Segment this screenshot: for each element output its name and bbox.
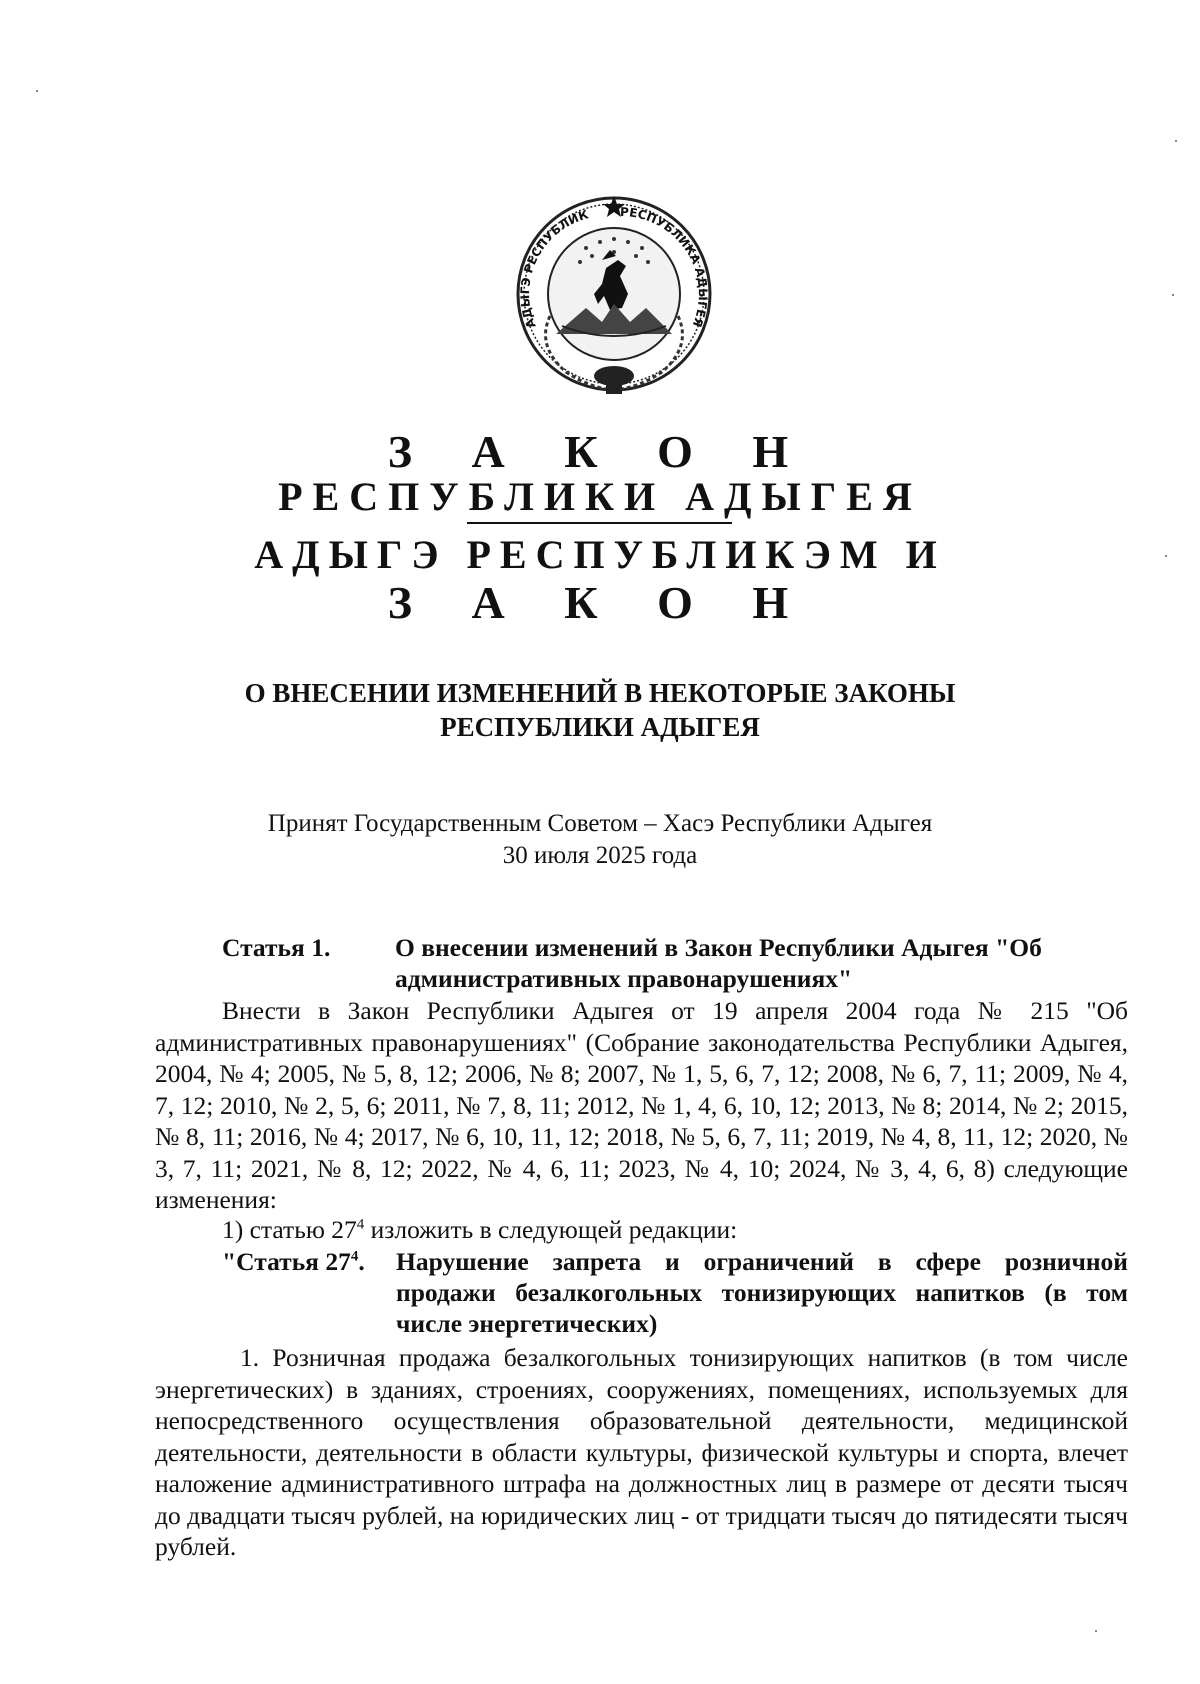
article-1-number: Статья 1. xyxy=(222,933,331,962)
law-subject-line-2: РЕСПУБЛИКИ АДЫГЕЯ xyxy=(440,712,760,742)
article-1-item-1: 1) статью $27^4$ изложить в следующей редакции: xyxy=(222,1215,738,1244)
article-27-4-paragraph-1: 1. Розничная продажа безалкогольных тонизирующих напитков (в том числе энергетических) в зданиях, строениях, сооружениях, помещениях, используемых для непосредственного осуществления образовательной деятельности, медицинской деятельности, деятельности в области культуры, физической культуры и спорта, влечет наложение административного штрафа на должностных лиц в размере от десяти тысяч до двадцати тысяч рублей, на юридических лиц - от тридцати тысяч до пятидесяти тысяч рублей. xyxy=(155,1343,1128,1561)
scan-speck xyxy=(36,90,38,92)
title-divider xyxy=(467,522,732,524)
article-27-4-number: "Статья $27^4$. xyxy=(222,1247,365,1276)
adoption-note xyxy=(0,808,1200,872)
emblem-ring-text-right: РЕСПУБЛИКА АДЫГЕЯ xyxy=(619,204,710,329)
article-27-4-text xyxy=(155,1342,1128,1563)
coat-of-arms-icon xyxy=(506,176,722,416)
law-subject-line-1: О ВНЕСЕНИИ ИЗМЕНЕНИЙ В НЕКОТОРЫЕ ЗАКОНЫ xyxy=(244,678,956,708)
article-1-title: О внесении изменений в Закон Республики Адыгея "Об административных правонарушениях" xyxy=(395,933,1042,993)
law-title: З А К О Н xyxy=(387,426,813,477)
scan-speck xyxy=(1095,1630,1097,1632)
scan-speck xyxy=(1175,140,1177,142)
article-1-text xyxy=(155,995,1128,1216)
article-27-4-title: Нарушение запрета и ограничений в сфере розничной продажи безалкогольных тонизирующих напитков (в том числе энергетических) xyxy=(396,1247,1128,1338)
scan-speck xyxy=(1172,294,1174,296)
law-title-adyghe: З А К О Н xyxy=(387,577,813,628)
adoption-body: Принят Государственным Советом – Хасэ Республики Адыгея xyxy=(267,810,933,837)
law-republic-name: РЕСПУБЛИКИ АДЫГЕЯ xyxy=(278,474,922,519)
adoption-date: 30 июля 2025 года xyxy=(502,842,698,869)
article-1-paragraph: Внести в Закон Республики Адыгея от 19 апреля 2004 года № 215 "Об административных правонарушениях" (Собрание законодательства Республики Адыгея, 2004, № 4; 2005, № 5, 8, 12; 2006, № 8; 2007, № 1, 5, 6, 7, 12; 2008, № 6, 7, 11; 2009, № 4, 7, 12; 2010, № 2, 5, 6; 2011, № 7, 8, 11; 2012, № 1, 4, 6, 10, 12; 2013, № 8; 2014, № 2; 2015, № 8, 11; 2016, № 4; 2017, № 6, 10, 11, 12; 2018, № 5, 6, 7, 11; 2019, № 4, 8, 11, 12; 2020, № 3, 7, 11; 2021, № 8, 12; 2022, № 4, 6, 11; 2023, № 4, 10; 2024, № 3, 4, 6, 8) следующие изменения: xyxy=(155,996,1128,1214)
scan-speck xyxy=(1165,555,1167,557)
emblem-ring-text-left: АДЫГЭ РЕСПУБЛИК xyxy=(517,207,590,331)
law-republic-name-adyghe: АДЫГЭ РЕСПУБЛИКЭМ И xyxy=(254,532,946,577)
law-subject xyxy=(0,676,1200,744)
